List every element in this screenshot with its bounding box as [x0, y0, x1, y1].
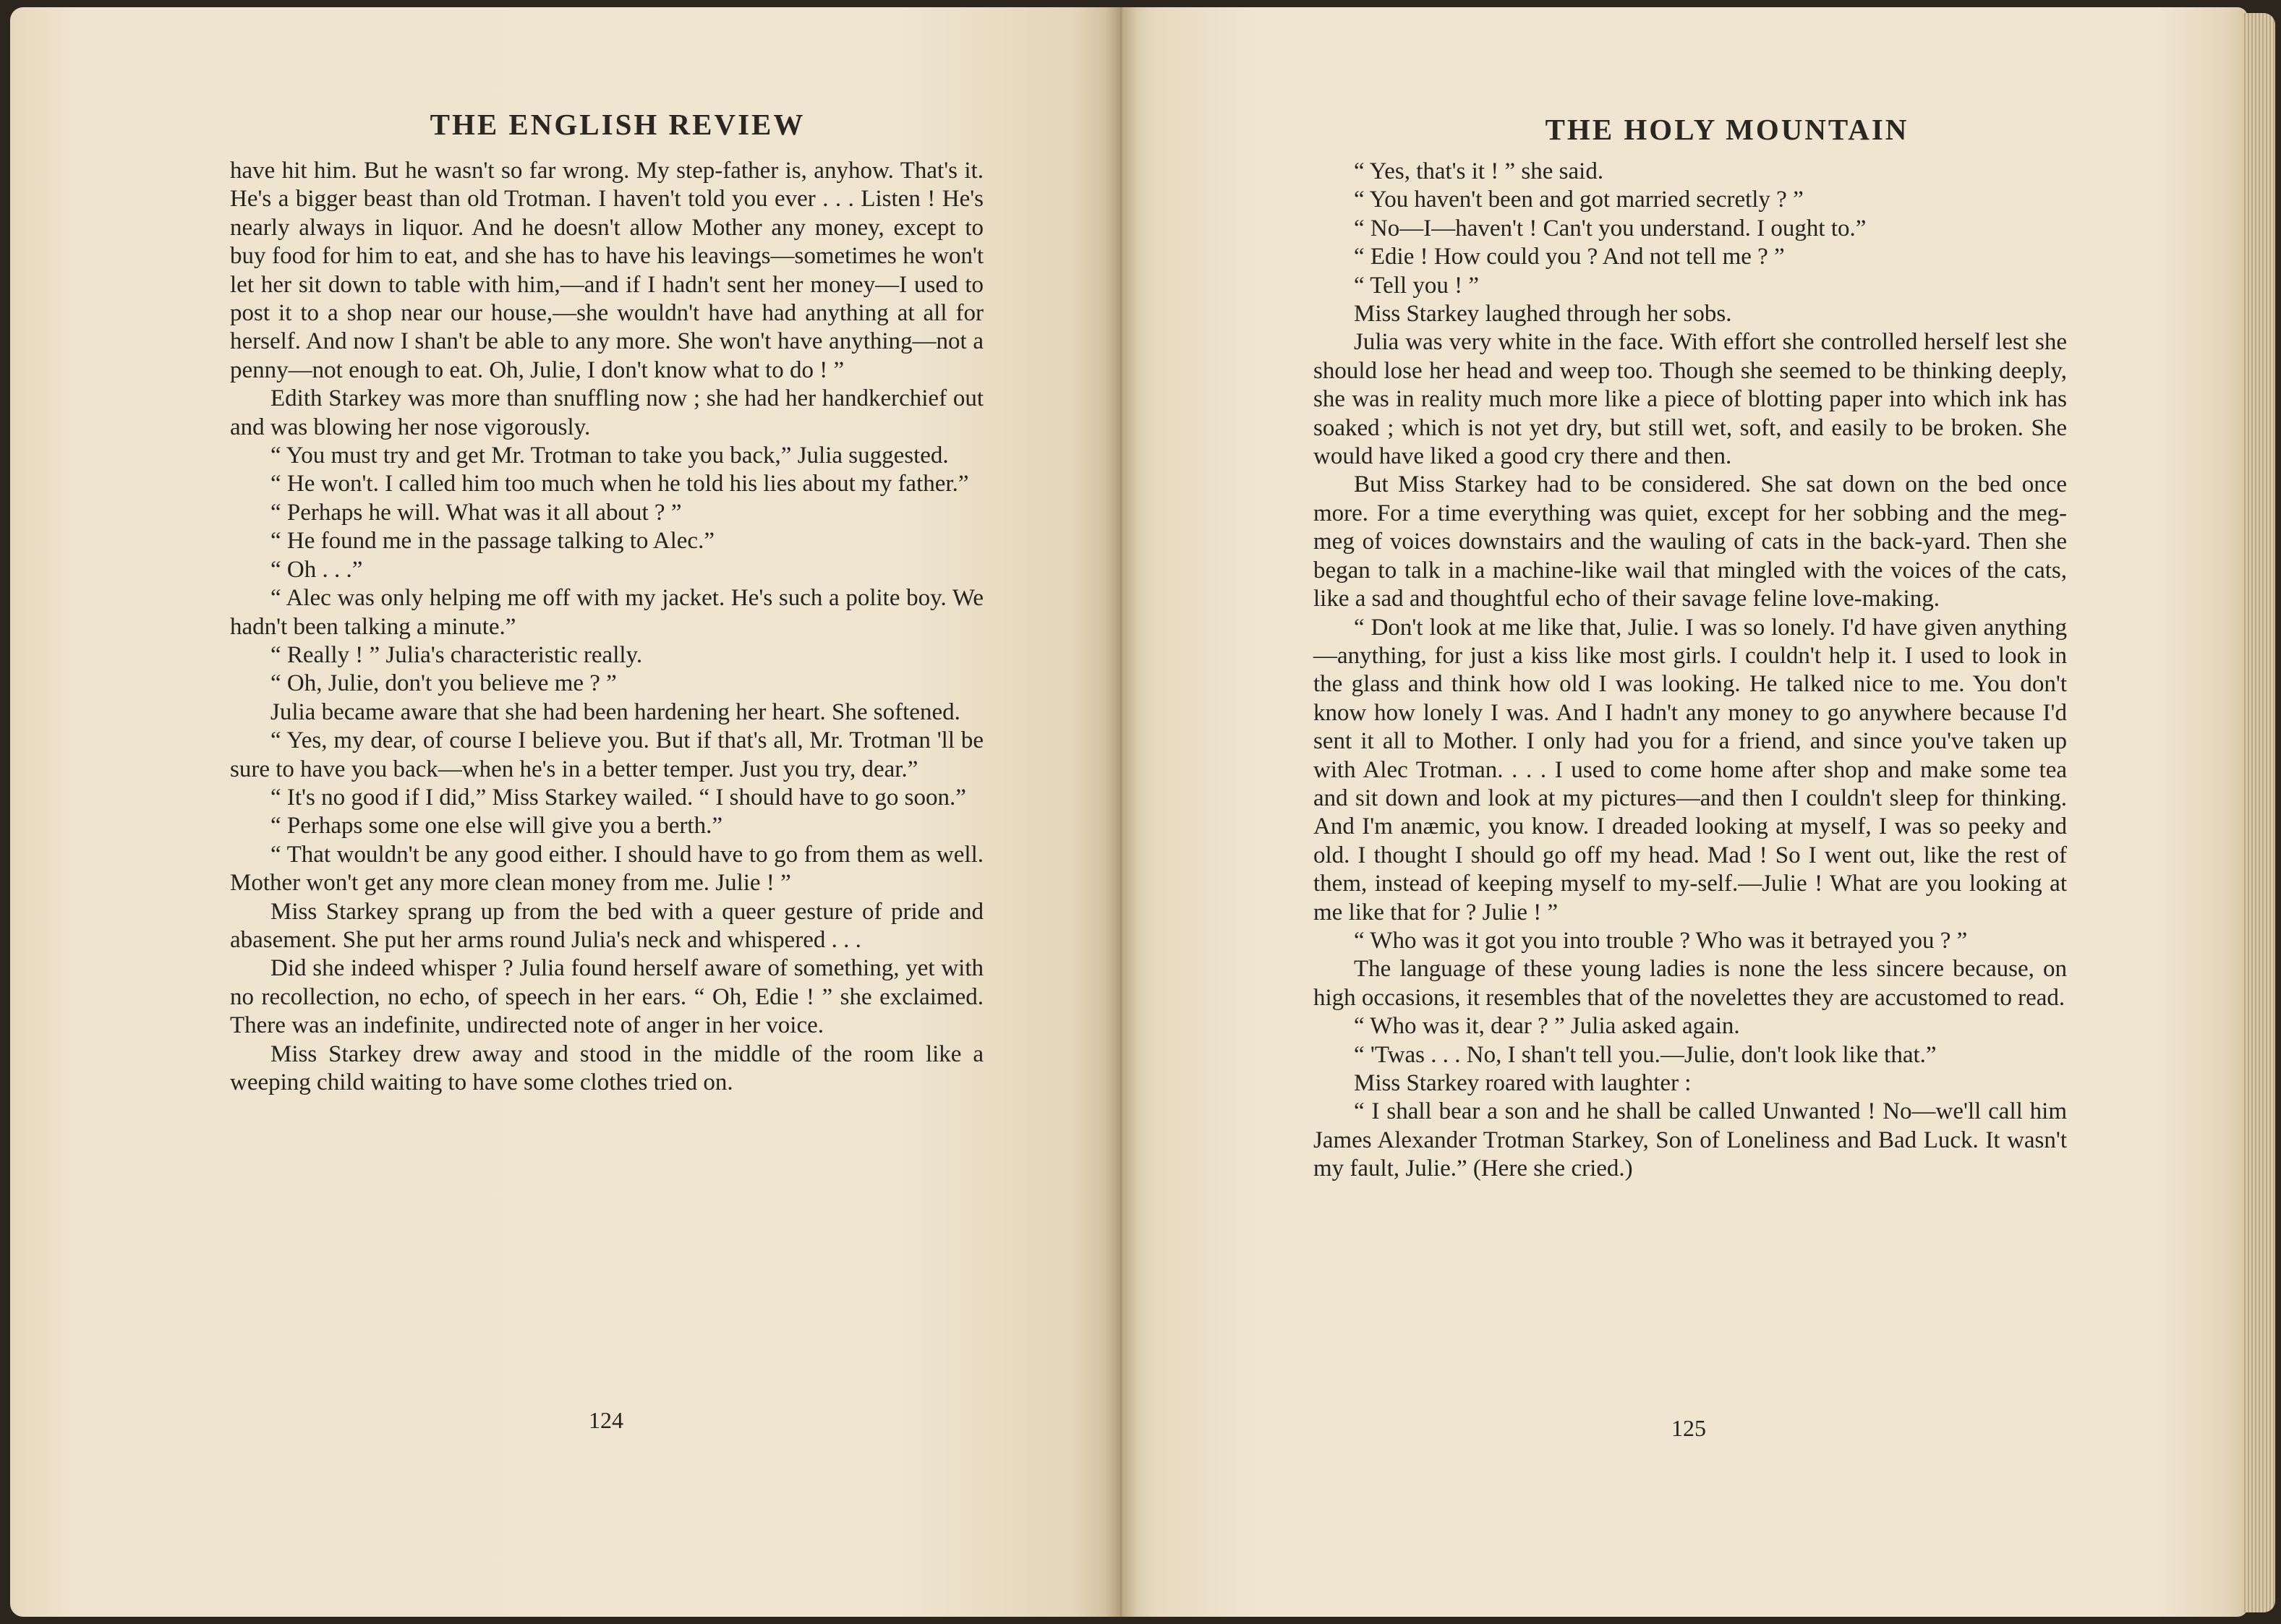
paragraph: “ Really ! ” Julia's characteristic really. [270, 641, 643, 668]
page-number: 124 [589, 1407, 623, 1433]
right-page [1120, 7, 2248, 1617]
running-head: THE ENGLISH REVIEW [430, 108, 806, 141]
paragraph: “ Tell you ! ” [1354, 272, 1480, 299]
page-number: 125 [1671, 1415, 1706, 1441]
paragraph: “ You haven't been and got married secretly ? ” [1354, 187, 1804, 213]
paragraph: “ Perhaps he will. What was it all about ? ” [270, 499, 682, 526]
paragraph: “ Who was it got you into trouble ? Who was it betrayed you ? ” [1354, 927, 1968, 954]
paragraph: “ Perhaps some one else will give you a berth.” [270, 813, 722, 839]
paragraph: “ No—I—haven't ! Can't you understand. I ought to.” [1354, 215, 1867, 242]
paragraph: “ He found me in the passage talking to Alec.” [270, 528, 715, 555]
paragraph: “ It's no good if I did,” Miss Starkey wailed. “ I should have to go soon.” [270, 784, 966, 811]
paragraph: “ That wouldn't be any good either. I should have to go from them as well. Mother won't get any more clean money from me. Julie ! ” [230, 841, 984, 897]
page-edges [2242, 13, 2275, 1612]
paragraph: “ Oh, Julie, don't you believe me ? ” [270, 670, 617, 697]
paragraph: Miss Starkey sprang up from the bed with a queer gesture of pride and abasement. She put her arms round Julia's neck and whispered . . . [230, 898, 984, 953]
page-body [230, 157, 984, 1097]
paragraph: Julia became aware that she had been hardening her heart. She softened. [270, 698, 960, 725]
paragraph: Miss Starkey roared with laughter : [1354, 1070, 1692, 1096]
paragraph: “ Who was it, dear ? ” Julia asked again. [1354, 1013, 1740, 1040]
paragraph: Edith Starkey was more than snuffling now ; she had her handkerchief out and was blowing her nose vigorously. [230, 385, 984, 440]
paragraph: “ He won't. I called him too much when he told his lies about my father.” [270, 471, 969, 497]
paragraph: have hit him. But he wasn't so far wrong. My step-father is, anyhow. That's it. He's a bigger beast than old Trotman. I haven't told you ever . . . Listen ! He's nearly always in liquor. And he doesn't allow Mother any money, except to buy food for him to eat, and she has to have his leavings—sometimes he won't let her sit down to table with him,—and if I hadn't sent her money—I used to post it to a shop near our house,—she wouldn't have had anything at all for herself. And now I shan't be able to any more. She won't have anything—not a penny—not enough to eat. Oh, Julie, I don't know what to do ! ” [230, 158, 984, 383]
left-page [10, 7, 1120, 1617]
running-head: THE HOLY MOUNTAIN [1545, 113, 1909, 146]
paragraph: “ I shall bear a son and he shall be called Unwanted ! No—we'll call him James Alexander Trotman Starkey, Son of Loneliness and Bad Luck. It wasn't my fault, Julie.” (Here she cried.) [1313, 1098, 2067, 1182]
paragraph: “ Alec was only helping me off with my jacket. He's such a polite boy. We hadn't been talking a minute.” [230, 585, 984, 640]
paragraph: “ Edie ! How could you ? And not tell me ? ” [1354, 244, 1785, 270]
book-gutter [1105, 7, 1137, 1617]
paragraph: The language of these young ladies is none the less sincere because, on high occasions, it resembles that of the novelettes they are accustomed to read. [1313, 956, 2067, 1011]
paragraph: Miss Starkey drew away and stood in the middle of the room like a weeping child waiting to have some clothes tried on. [230, 1040, 984, 1095]
paragraph: “ Don't look at me like that, Julie. I was so lonely. I'd have given anything—anything, for just a kiss like most girls. I couldn't help it. I used to look in the glass and think how old I was looking. He talked nice to me. You don't know how lonely I was. And I hadn't any money to go anywhere because I'd sent it all to Mother. I only had you for a friend, and since you've taken up with Alec Trotman. . . . I used to come home after shop and make some tea and sit down and look at my pictures—and then I couldn't sleep for thinking. And I'm anæmic, you know. I dreaded looking at myself, I was so peeky and old. I thought I should go off my head. Mad ! So I went out, like the rest of them, instead of keeping myself to my-self.—Julie ! What are you looking at me like that for ? Julie ! ” [1313, 614, 2067, 926]
paragraph: Julia was very white in the face. With effort she controlled herself lest she should lose her head and weep too. Though she seemed to be thinking deeply, she was in reality much more like a piece of blotting paper into which ink has soaked ; which is not yet dry, but still wet, soft, and easily to be broken. She would have liked a good cry there and then. [1313, 329, 2067, 470]
paragraph: “ Oh . . .” [270, 556, 363, 583]
paragraph: “ Yes, my dear, of course I believe you. But if that's all, Mr. Trotman 'll be sure to have you back—when he's in a better temper. Just you try, dear.” [230, 727, 984, 782]
paragraph: But Miss Starkey had to be considered. She sat down on the bed once more. For a time everything was quiet, except for her sobbing and the meg-meg of voices downstairs and the wauling of cats in the back-yard. Then she began to talk in a machine-like wail that mingled with the voices of the cats, like a sad and thoughtful echo of their savage feline love-making. [1313, 471, 2067, 612]
paragraph: Did she indeed whisper ? Julia found herself aware of something, yet with no recollection, no echo, of speech in her ears. “ Oh, Edie ! ” she exclaimed. There was an indefinite, undirected note of anger in her voice. [230, 955, 984, 1039]
paragraph: “ 'Twas . . . No, I shan't tell you.—Julie, don't look like that.” [1354, 1041, 1937, 1068]
paragraph: “ You must try and get Mr. Trotman to take you back,” Julia suggested. [270, 443, 949, 469]
paragraph: “ Yes, that's it ! ” she said. [1354, 158, 1604, 184]
paragraph: Miss Starkey laughed through her sobs. [1354, 301, 1732, 328]
page-body [1313, 158, 2067, 1184]
